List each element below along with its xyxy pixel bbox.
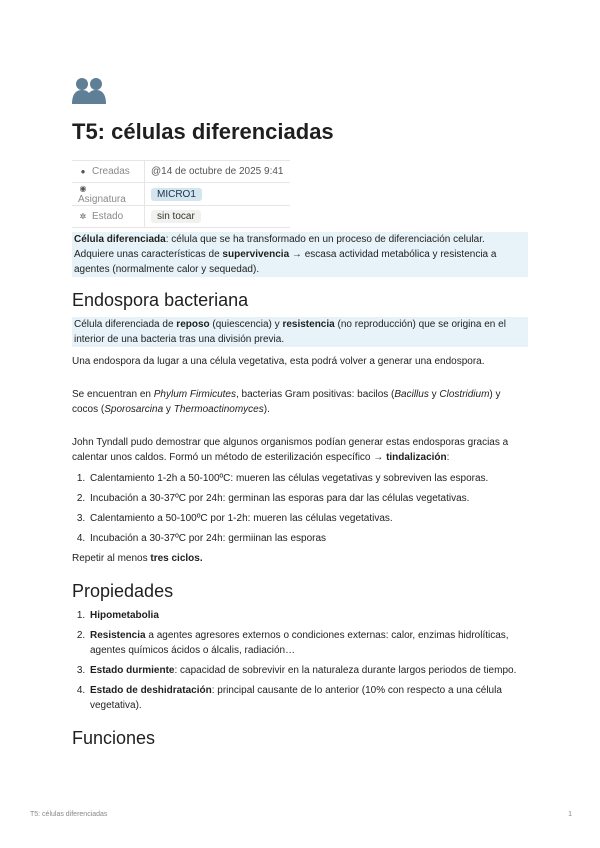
list-item: 2. Resistencia a agentes agresores externos o condiciones externas: calor, enzimas hidrolíticas, agentes químicos ácidos o álcalis, radiación…	[88, 628, 528, 658]
estado-tag[interactable]: sin tocar	[151, 210, 201, 223]
endospora-paragraph-1: Una endospora da lugar a una célula vegetativa, esta podrá volver a generar una endospora.	[72, 356, 485, 367]
endospora-paragraph-3: John Tyndall pudo demostrar que algunos organismos podían generar estas endosporas gracias a calentar unos caldos. Formó un método de esterilización específico → tindalización:	[72, 437, 509, 463]
heading-endospora: Endospora bacteriana	[72, 290, 249, 310]
endospora-callout: Célula diferenciada de reposo (quiescencia) y resistencia (no reproducción) que se origina en el interior de una bacteria tras una división previa.	[72, 317, 528, 347]
intro-callout: Célula diferenciada: célula que se ha transformado en un proceso de diferenciación celular. Adquiere unas características de supervivencia → escasa actividad metabólica y resistencia a agentes (normalmente calor y sequedad).	[72, 232, 528, 277]
list-item: 4. Incubación a 30-37ºC por 24h: germiinan las esporas	[88, 531, 528, 546]
list-item: 1. Calentamiento 1-2h a 50-100ºC: mueren las células vegetativas y sobreviven las esporas.	[88, 471, 528, 486]
property-value-creadas[interactable]: @14 de octubre de 2025 9:41	[145, 161, 291, 183]
heading-propiedades: Propiedades	[72, 581, 174, 601]
tindalizacion-steps	[72, 471, 528, 546]
propiedades-list	[72, 608, 528, 713]
list-item: 3. Estado durmiente: capacidad de sobrevivir en la naturaleza durante largos periodos de tiempo.	[88, 663, 528, 678]
footer-page-number: 1	[568, 811, 572, 818]
list-item: 4. Estado de deshidratación: principal causante de lo anterior (10% con respecto a una célula vegetativa).	[88, 683, 528, 713]
properties-table	[72, 160, 290, 228]
page-content	[72, 76, 528, 749]
clock-icon: ●	[80, 167, 86, 176]
asignatura-tag[interactable]: MICRO1	[151, 188, 202, 201]
property-row-estado	[72, 206, 290, 228]
list-item: 1. Hipometabolia	[88, 608, 528, 623]
repeat-paragraph: Repetir al menos tres ciclos.	[72, 553, 203, 564]
property-row-asignatura	[72, 183, 290, 206]
page-title: T5: células diferenciadas	[72, 119, 334, 144]
endospora-paragraph-2: Se encuentran en Phylum Firmicutes, bacterias Gram positivas: bacilos (Bacillus y Clostridium) y cocos (Sporosarcina y Thermoactinomyces).	[72, 389, 501, 415]
property-row-creadas	[72, 161, 290, 183]
select-icon: ◉	[79, 184, 87, 193]
status-icon: ✲	[79, 212, 87, 221]
property-label: Asignatura	[78, 194, 126, 205]
property-label: Creadas	[92, 166, 130, 177]
two-people-icon	[72, 76, 528, 110]
list-item: 3. Calentamiento a 50-100ºC por 1-2h: mueren las células vegetativas.	[88, 511, 528, 526]
heading-funciones: Funciones	[72, 728, 156, 748]
property-label: Estado	[92, 211, 124, 222]
list-item: 2. Incubación a 30-37ºC por 24h: germinan las esporas para dar las células vegetativas.	[88, 491, 528, 506]
footer-title: T5: células diferenciadas	[30, 811, 108, 818]
